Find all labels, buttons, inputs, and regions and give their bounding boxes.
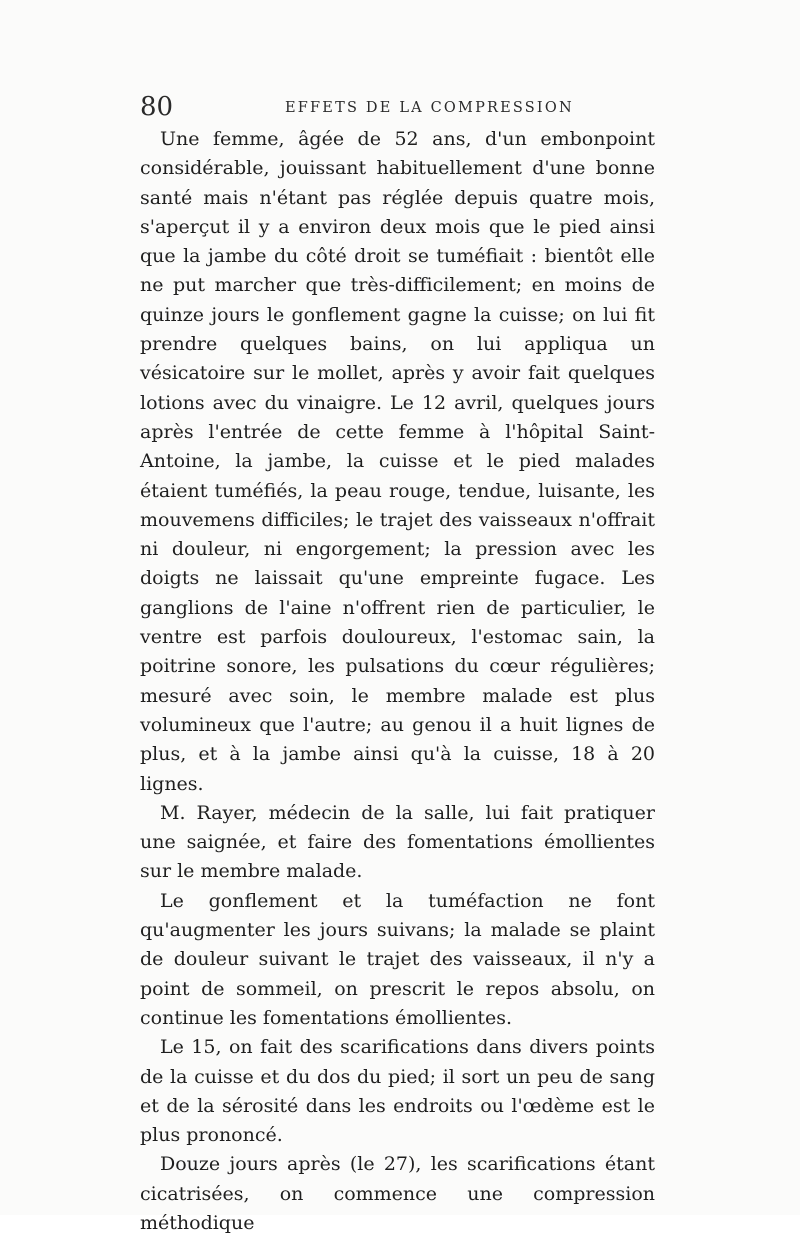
paragraph-case-description: Une femme, âgée de 52 ans, d'un embonpoint considérable, jouissant habituellement d'une bonne santé mais n'étant pas réglée depuis quatre mois, s'aperçut il y a environ deux mois que le pied ainsi que la jambe du côté droit se tuméfiait : bientôt elle ne put marcher que très-difficilement; en moins de quinze jours le gonflement gagne la cuisse; on lui fit prendre quelques bains, on lui appliqua un vésicatoire sur le mollet, après y avoir fait quelques lotions avec du vinaigre. Le 12 avril, quelques jours après l'entrée de cette femme à l'hôpital Saint-Antoine, la jambe, la cuisse et le pied malades étaient tuméfiés, la peau rouge, tendue, luisante, les mouvemens difficiles; le trajet des vaisseaux n'offrait ni douleur, ni engorgement; la pression avec les doigts ne laissait qu'une empreinte fugace. Les ganglions de l'aine n'offrent rien de particulier, le ventre est parfois douloureux, l'estomac sain, la poitrine sonore, les pulsations du cœur régulières; mesuré avec soin, le membre malade est plus volumineux que l'autre; au genou il a huit lignes de plus, et à la jambe ainsi qu'à la cuisse, 18 à 20 lignes. — [140, 128, 655, 795]
body-text — [140, 125, 655, 1238]
paragraph-scarifications: Le 15, on fait des scarifications dans divers points de la cuisse et du dos du pied; il sort un peu de sang et de la sérosité dans les endroits ou l'œdème est le plus prononcé. — [140, 1036, 655, 1147]
paragraph-treatment-rayer: M. Rayer, médecin de la salle, lui fait pratiquer une saignée, et faire des fomentations émollientes sur le membre malade. — [140, 801, 655, 883]
paragraph-following-days: Le gonflement et la tuméfaction ne font qu'augmenter les jours suivans; la malade se plaint de douleur suivant le trajet des vaisseaux, il n'y a point de sommeil, on prescrit le repos absolu, on continue les fomentations émollientes. — [140, 889, 655, 1029]
page-header — [140, 92, 660, 122]
paragraph-compression-start: Douze jours après (le 27), les scarifications étant cicatrisées, on commence une compression méthodique — [140, 1153, 655, 1234]
running-title: EFFETS DE LA COMPRESSION — [285, 100, 574, 116]
page-number: 80 — [140, 92, 174, 122]
